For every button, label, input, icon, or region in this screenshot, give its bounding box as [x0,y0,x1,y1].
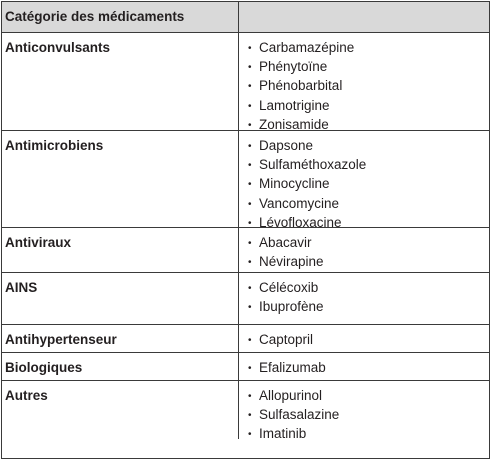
drug-name: Dapsone [259,138,314,153]
bullet-icon: • [248,257,252,269]
bullet-icon: • [248,119,252,131]
drug-name: Névirapine [259,254,324,270]
drug-list-item [248,387,489,406]
drug-list [239,273,489,324]
drug-name: Carbamazépine [259,40,355,55]
table-row [2,381,489,442]
drug-list-item [248,156,489,175]
drug-name: Sulfaméthoxazole [259,157,367,173]
drug-name: Minocycline [259,176,330,192]
bullet-icon: • [248,217,252,229]
drug-list-item [248,175,489,194]
bullet-icon: • [248,429,252,441]
drug-list-item [248,58,489,77]
bullet-icon: • [248,198,252,210]
bullet-icon: • [248,410,252,422]
bullet-icon: • [248,335,252,346]
drug-list [239,325,489,352]
bullet-icon: • [248,81,252,93]
drug-name: Ibuprofène [259,299,324,315]
bullet-icon: • [248,238,252,249]
drug-name: Zonisamide [259,116,329,132]
table-header [2,2,489,33]
category-cell: Anticonvulsants [2,33,239,130]
category-cell: Antimicrobiens [2,131,239,227]
drug-list [239,381,489,442]
bullet-icon: • [248,283,252,294]
bullet-icon: • [248,100,252,112]
drug-name: Imatinib [259,426,307,442]
drug-list-item [248,234,489,253]
table-row [2,33,489,131]
drug-list-item [248,195,489,214]
header-drugs-cell [239,2,489,32]
drug-name: Sulfasalazine [259,407,340,423]
drug-name: Lamotrigine [259,97,330,113]
table-row [2,325,489,353]
drug-name: Célécoxib [259,280,319,295]
category-cell: Autres [2,381,239,439]
category-cell: Antihypertenseur [2,325,239,352]
drug-list-item [248,406,489,425]
drug-list [239,33,489,130]
drug-list [239,228,489,272]
drug-list-item [248,331,489,350]
table-row [2,273,489,325]
drug-name: Efalizumab [259,360,326,375]
drug-name: Captopril [259,332,314,347]
bullet-icon: • [248,62,252,74]
bullet-icon: • [248,302,252,314]
table-row [2,131,489,228]
drug-name: Abacavir [259,235,312,250]
drug-name: Allopurinol [259,388,323,403]
drug-list-item [248,253,489,272]
drug-list-item [248,279,489,298]
drug-list-item [248,39,489,58]
drug-name: Vancomycine [259,195,340,211]
drug-name: Lévofloxacine [259,214,342,230]
drug-list-item [248,97,489,116]
bullet-icon: • [248,43,252,54]
drug-list [239,353,489,380]
drug-list-item [248,137,489,156]
bullet-icon: • [248,141,252,152]
drug-list-item [248,298,489,317]
bullet-icon: • [248,160,252,172]
category-cell: AINS [2,273,239,324]
header-category-cell: Catégorie des médicaments [2,2,239,32]
table-row [2,353,489,381]
drug-name: Phénobarbital [259,78,343,94]
bullet-icon: • [248,363,252,374]
bullet-icon: • [248,179,252,191]
drug-category-table [1,1,490,459]
bullet-icon: • [248,391,252,402]
category-cell: Biologiques [2,353,239,380]
drug-list [239,131,489,230]
table-body [2,33,489,442]
drug-list-item [248,359,489,378]
category-cell: Antiviraux [2,228,239,272]
drug-list-item [248,425,489,444]
table-row [2,228,489,273]
drug-list-item [248,77,489,96]
drug-name: Phénytoïne [259,59,328,75]
